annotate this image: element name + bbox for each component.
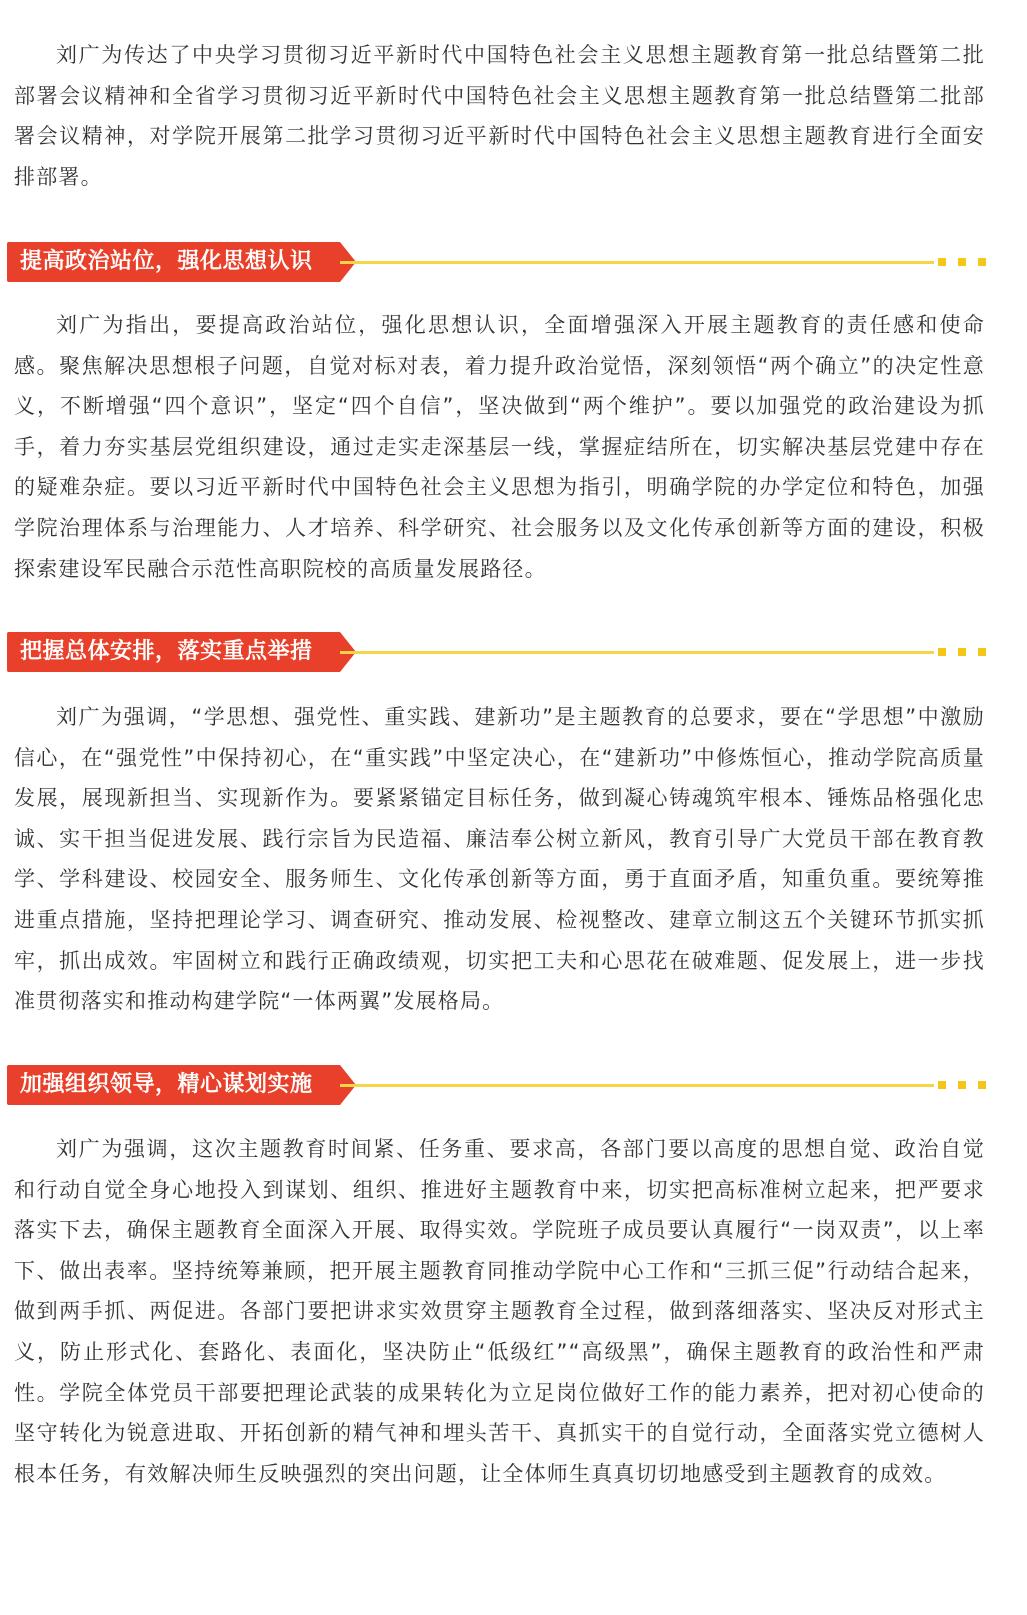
- heading-accent-line: [340, 261, 934, 264]
- section-heading-2: [7, 632, 992, 672]
- section-heading-tab: [7, 1065, 340, 1105]
- section-heading-text: 提高政治站位，强化思想认识: [20, 249, 313, 274]
- section-2-paragraph: 刘广为强调，“学思想、强党性、重实践、建新功”是主题教育的总要求，要在“学思想”中激励信心，在“强党性”中保持初心，在“重实践”中坚定决心，在“建新功”中修炼恒心，推动学院高质量发展，展现新担当、实现新作为。要紧紧锚定目标任务，做到凝心铸魂筑牢根本、锤炼品格强化忠诚、实干担当促进发展、践行宗旨为民造福、廉洁奉公树立新风，教育引导广大党员干部在教育教学、学科建设、校园安全、服务师生、文化传承创新等方面，勇于直面矛盾，知重负重。要统筹推进重点措施，坚持把理论学习、调查研究、推动发展、检视整改、建章立制这五个关键环节抓实抓牢，抓出成效。牢固树立和践行正确政绩观，切实把工夫和心思花在破难题、促发展上，进一步找准贯彻落实和推动构建学院“一体两翼”发展格局。: [14, 705, 985, 1014]
- section-1-paragraph: 刘广为指出，要提高政治站位，强化思想认识，全面增强深入开展主题教育的责任感和使命感。聚焦解决思想根子问题，自觉对标对表，着力提升政治觉悟，深刻领悟“两个确立”的决定性意义，不断增强“四个意识”，坚定“四个自信”，坚决做到“两个维护”。要以加强党的政治建设为抓手，着力夯实基层党组织建设，通过走实走深基层一线，掌握症结所在，切实解决基层党建中存在的疑难杂症。要以习近平新时代中国特色社会主义思想为指引，明确学院的办学定位和特色，加强学院治理体系与治理能力、人才培养、科学研究、社会服务以及文化传承创新等方面的建设，积极探索建设军民融合示范性高职院校的高质量发展路径。: [14, 313, 985, 581]
- section-heading-1: [7, 242, 992, 282]
- section-heading-tab: [7, 242, 340, 282]
- heading-accent-line: [340, 651, 934, 654]
- heading-dots-decoration: [938, 1081, 986, 1089]
- section-heading-3: [7, 1065, 992, 1105]
- section-3-paragraph: 刘广为强调，这次主题教育时间紧、任务重、要求高，各部门要以高度的思想自觉、政治自觉和行动自觉全身心地投入到谋划、组织、推进好主题教育中来，切实把高标准树立起来，把严要求落实下去，确保主题教育全面深入开展、取得实效。学院班子成员要认真履行“一岗双责”，以上率下、做出表率。坚持统筹兼顾，把开展主题教育同推动学院中心工作和“三抓三促”行动结合起来，做到两手抓、两促进。各部门要把讲求实效贯穿主题教育全过程，做到落细落实、坚决反对形式主义，防止形式化、套路化、表面化，坚决防止“低级红”“高级黑”，确保主题教育的政治性和严肃性。学院全体党员干部要把理论武装的成果转化为立足岗位做好工作的能力素养，把对初心使命的坚守转化为锐意进取、开拓创新的精气神和埋头苦干、真抓实干的自觉行动，全面落实党立德树人根本任务，有效解决师生反映强烈的突出问题，让全体师生真真切切地感受到主题教育的成效。: [14, 1137, 985, 1486]
- heading-dots-decoration: [938, 258, 986, 266]
- heading-dots-decoration: [938, 648, 986, 656]
- section-heading-tab: [7, 632, 340, 672]
- heading-accent-line: [340, 1084, 934, 1087]
- intro-paragraph: 刘广为传达了中央学习贯彻习近平新时代中国特色社会主义思想主题教育第一批总结暨第二批部署会议精神和全省学习贯彻习近平新时代中国特色社会主义思想主题教育第一批总结暨第二批部署会议精神，对学院开展第二批学习贯彻习近平新时代中国特色社会主义思想主题教育进行全面安排部署。: [14, 43, 985, 189]
- section-heading-text: 加强组织领导，精心谋划实施: [20, 1072, 313, 1097]
- section-heading-text: 把握总体安排，落实重点举措: [20, 639, 313, 664]
